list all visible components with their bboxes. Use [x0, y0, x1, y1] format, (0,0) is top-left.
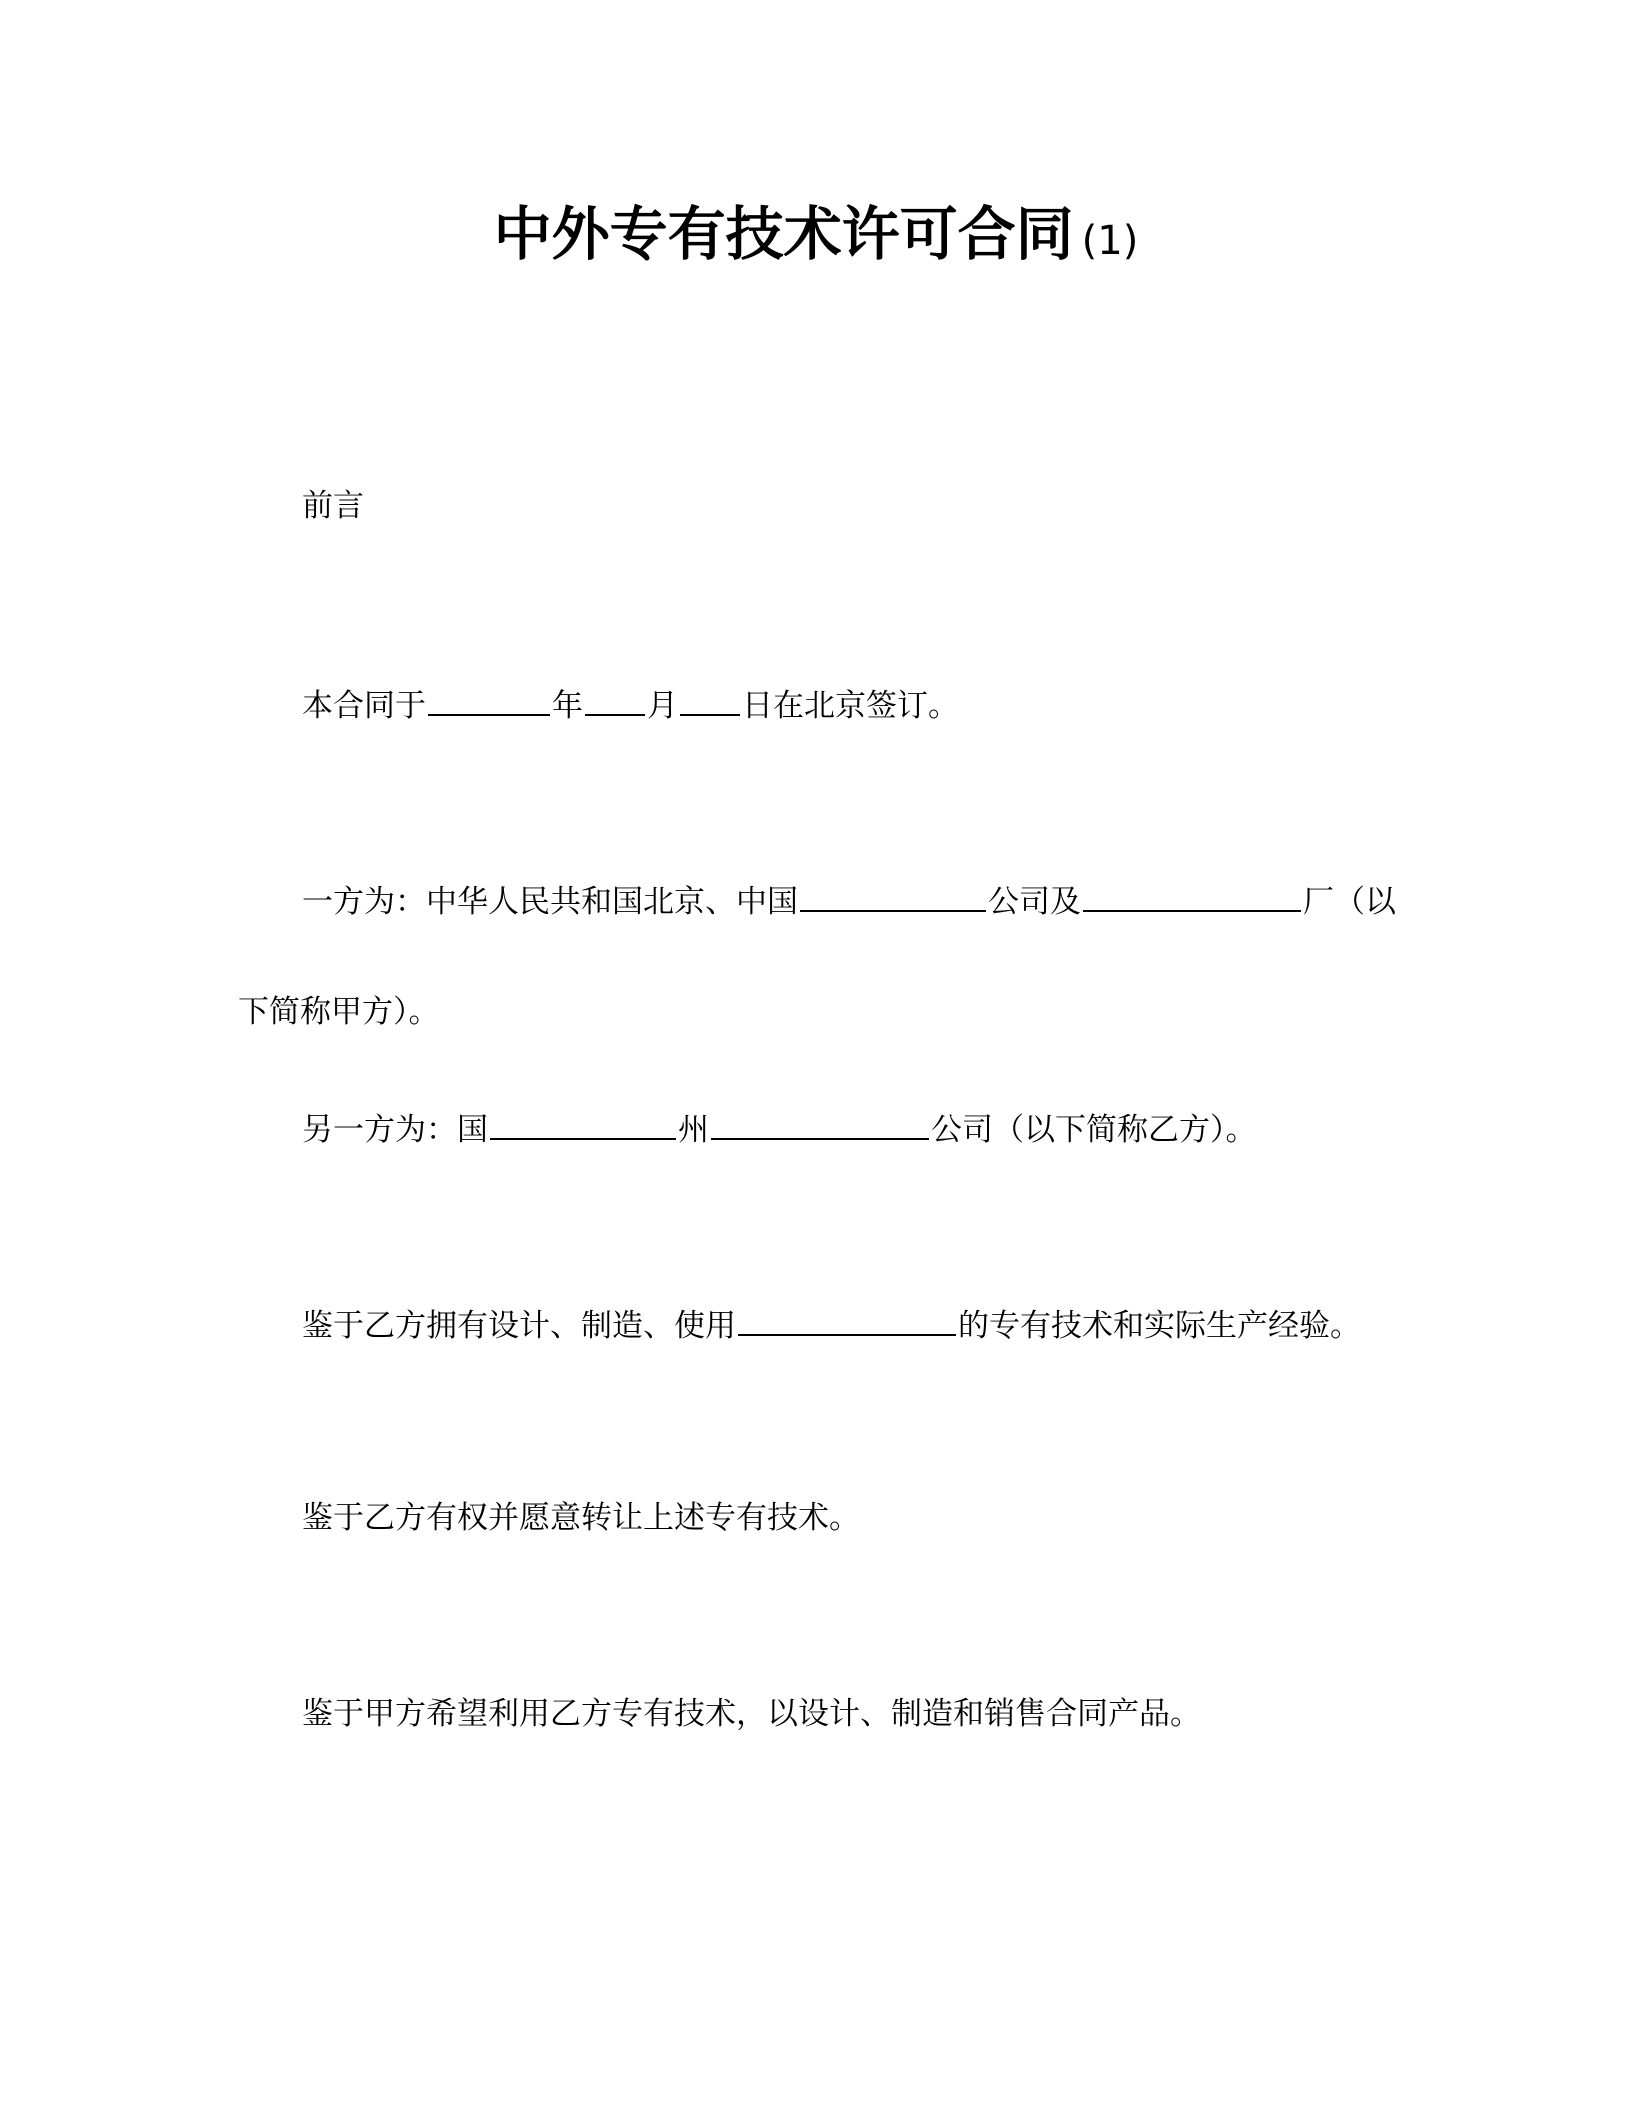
document-title — [0, 198, 1632, 277]
party-b-text-1: 另一方为：国 — [302, 1112, 488, 1148]
product-blank — [738, 1300, 956, 1336]
party-b-line — [302, 1104, 1257, 1152]
day-blank — [680, 680, 740, 716]
recital-1-text-2: 的专有技术和实际生产经验。 — [958, 1308, 1361, 1344]
party-b-text-2: 州 — [678, 1112, 709, 1148]
title-suffix: (1) — [1081, 218, 1139, 264]
party-a-text-1: 一方为：中华人民共和国北京、中国 — [302, 884, 798, 920]
signing-text-2: 年 — [552, 688, 583, 724]
country-blank — [490, 1104, 676, 1140]
party-a-text-3: 厂（以 — [1303, 884, 1396, 920]
signing-text-4: 日在北京签订。 — [742, 688, 959, 724]
signing-text-3: 月 — [647, 688, 678, 724]
party-a-text-2: 公司及 — [988, 884, 1081, 920]
month-blank — [585, 680, 645, 716]
recital-1-line — [302, 1300, 1361, 1348]
recital-3-line: 鉴于甲方希望利用乙方专有技术，以设计、制造和销售合同产品。 — [302, 1696, 1201, 1732]
party-b-text-3: 公司（以下简称乙方）。 — [931, 1112, 1257, 1148]
title-text: 中外专有技术许可合同 — [493, 200, 1074, 268]
recital-1-text-1: 鉴于乙方拥有设计、制造、使用 — [302, 1308, 736, 1344]
state-blank — [711, 1104, 929, 1140]
recital-2-line: 鉴于乙方有权并愿意转让上述专有技术。 — [302, 1500, 860, 1536]
factory-name-blank — [1083, 876, 1301, 912]
company-name-blank — [800, 876, 986, 912]
signing-date-line — [302, 680, 959, 728]
party-a-line — [302, 876, 1396, 924]
preface-heading: 前言 — [302, 488, 364, 524]
party-a-line-continued: 下简称甲方）。 — [238, 994, 440, 1030]
signing-text-1: 本合同于 — [302, 688, 426, 724]
year-blank — [428, 680, 550, 716]
